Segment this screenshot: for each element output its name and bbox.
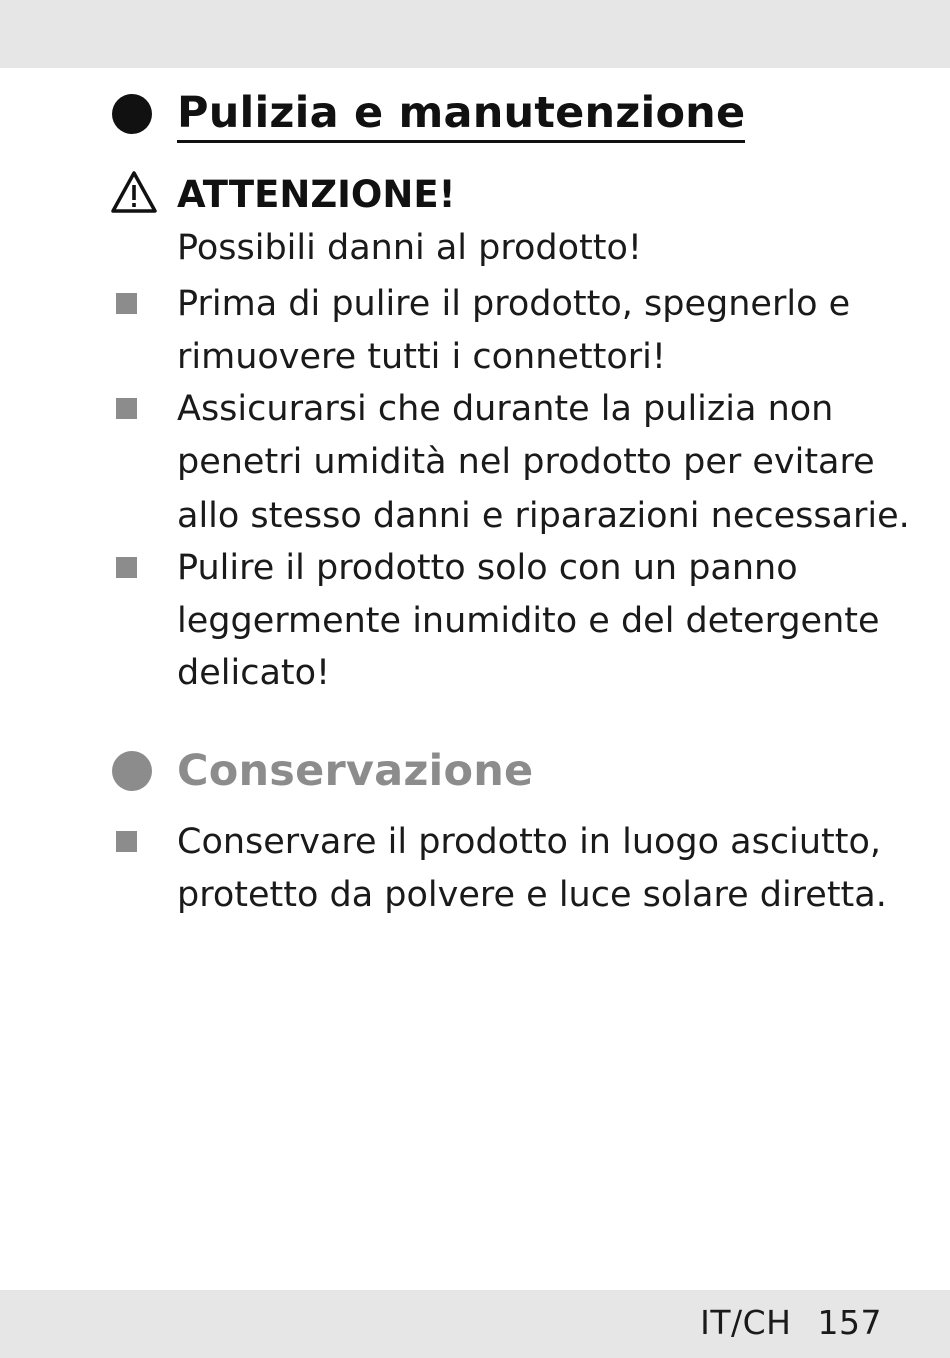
list-item-line: delicato! — [177, 653, 331, 693]
square-bullet-icon — [116, 398, 137, 419]
square-bullet-icon — [116, 557, 137, 578]
list-item-line: Conservare il prodotto in luogo asciutto, — [177, 822, 881, 862]
warning-title: ATTENZIONE! — [177, 173, 456, 216]
square-bullet-icon — [116, 831, 137, 852]
section-heading-cleaning: Pulizia e manutenzione — [177, 88, 745, 143]
section-bullet-dot — [112, 94, 152, 134]
square-bullet-icon — [116, 293, 137, 314]
list-item-line: Pulire il prodotto solo con un panno — [177, 548, 798, 588]
list-item-line: Prima di pulire il prodotto, spegnerlo e — [177, 284, 851, 324]
list-item-line: Assicurarsi che durante la pulizia non — [177, 389, 834, 429]
section-bullet-dot — [112, 751, 152, 791]
footer-locale: IT/CH — [700, 1303, 792, 1342]
page-footer — [700, 1303, 882, 1342]
list-item-line: leggermente inumidito e del detergente — [177, 601, 880, 641]
warning-text: Possibili danni al prodotto! — [177, 228, 642, 268]
section-heading-storage: Conservazione — [177, 746, 534, 796]
list-item-line: penetri umidità nel prodotto per evitare — [177, 442, 875, 482]
list-item-line: protetto da polvere e luce solare diretta. — [177, 875, 887, 915]
list-item-line: rimuovere tutti i connettori! — [177, 337, 666, 377]
list-item-line: allo stesso danni e riparazioni necessarie. — [177, 496, 910, 536]
page-number: 157 — [817, 1303, 882, 1342]
header-band — [0, 0, 950, 68]
warning-triangle-icon — [110, 170, 158, 214]
